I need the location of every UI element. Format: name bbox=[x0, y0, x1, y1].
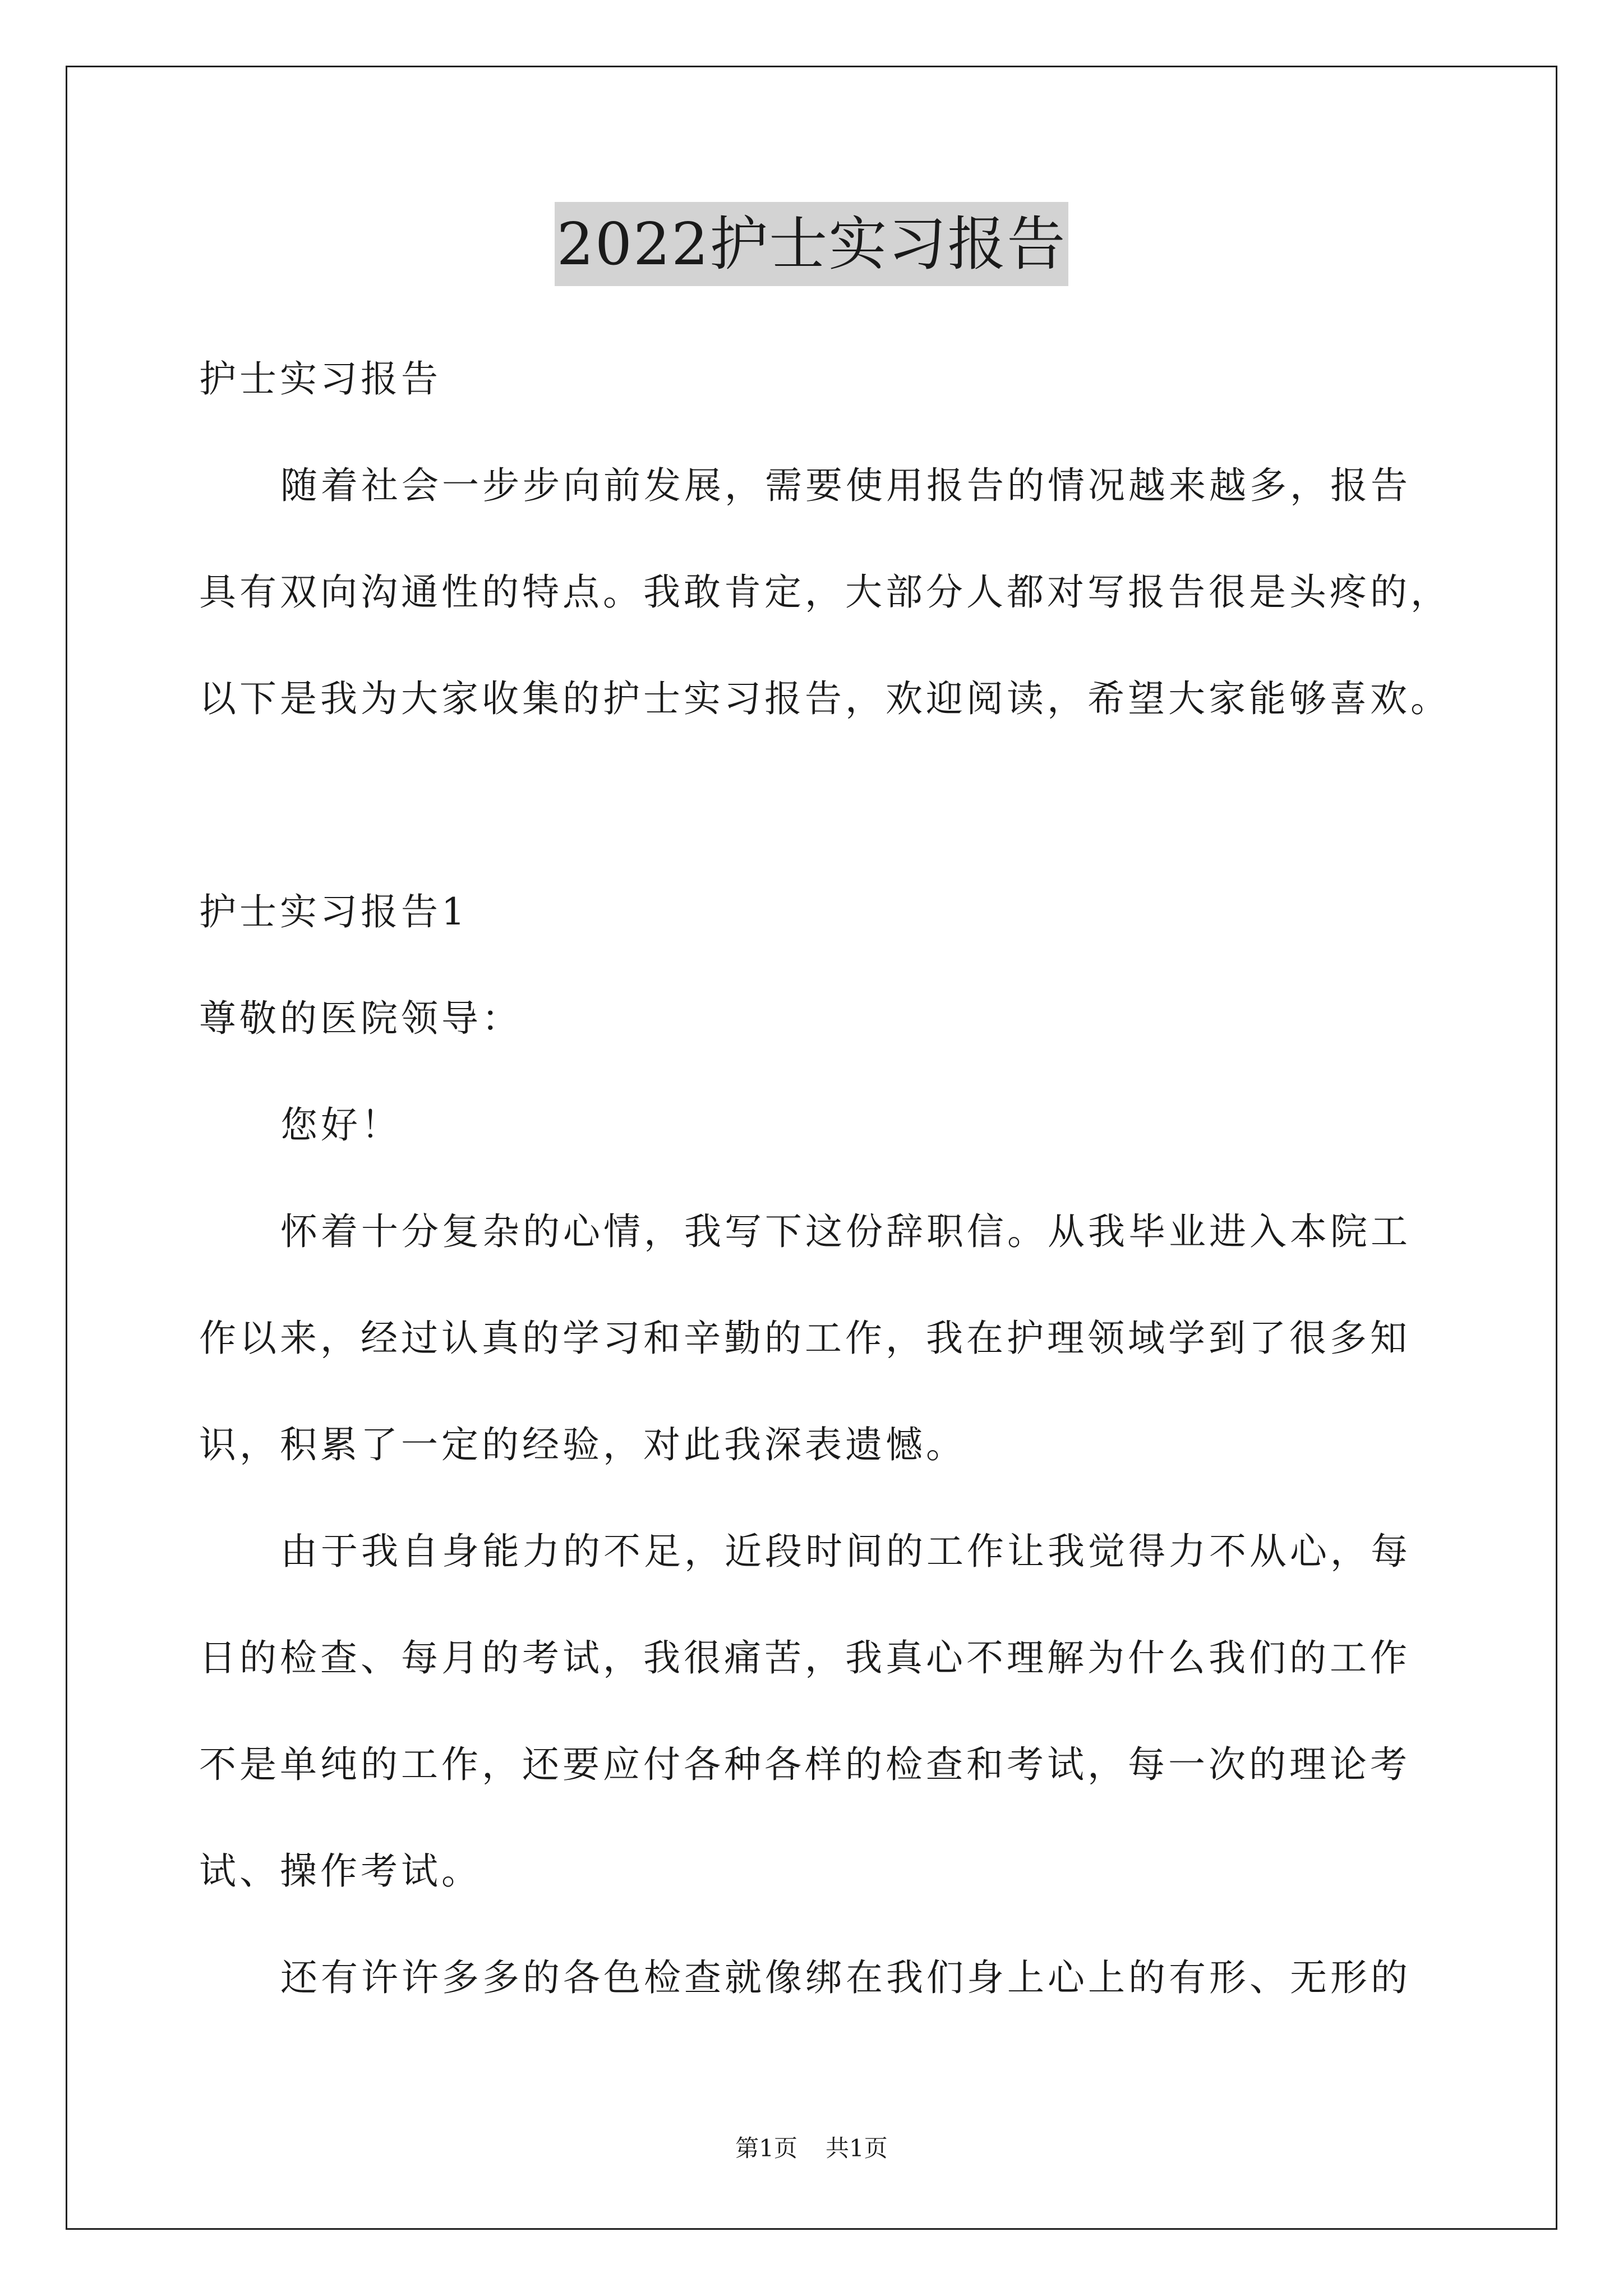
title-container bbox=[0, 202, 1623, 286]
section-heading: 护士实习报告1 bbox=[199, 890, 468, 933]
greeting: 您好！ bbox=[280, 1103, 402, 1147]
body-line-3: 识，积累了一定的经验，对此我深表遗憾。 bbox=[199, 1423, 966, 1466]
body-line-5: 日的检查、每月的考试，我很痛苦，我真心不理解为什么我们的工作 bbox=[199, 1636, 1410, 1680]
salutation: 尊敬的医院领导： bbox=[199, 997, 522, 1040]
body-line-2: 作以来，经过认真的学习和辛勤的工作，我在护理领域学到了很多知 bbox=[199, 1317, 1410, 1360]
page-footer bbox=[0, 2134, 1623, 2162]
intro-line-3: 以下是我为大家收集的护士实习报告，欢迎阅读，希望大家能够喜欢。 bbox=[199, 677, 1451, 720]
body-line-8: 还有许许多多的各色检查就像绑在我们身上心上的有形、无形的 bbox=[280, 1956, 1411, 1999]
body-line-6: 不是单纯的工作，还要应付各种各样的检查和考试，每一次的理论考 bbox=[199, 1743, 1410, 1786]
page-total: 共1页 bbox=[826, 2134, 888, 2162]
subtitle: 护士实习报告 bbox=[199, 357, 441, 401]
page-number: 第1页 bbox=[735, 2134, 797, 2162]
intro-line-2: 具有双向沟通性的特点。我敢肯定，大部分人都对写报告很是头疼的， bbox=[199, 570, 1451, 614]
intro-line-1: 随着社会一步步向前发展，需要使用报告的情况越来越多，报告 bbox=[280, 464, 1411, 507]
document-title: 2022护士实习报告 bbox=[555, 202, 1069, 286]
body-line-1: 怀着十分复杂的心情，我写下这份辞职信。从我毕业进入本院工 bbox=[280, 1210, 1411, 1253]
body-line-4: 由于我自身能力的不足，近段时间的工作让我觉得力不从心，每 bbox=[280, 1530, 1411, 1573]
body-line-7: 试、操作考试。 bbox=[199, 1849, 482, 1893]
